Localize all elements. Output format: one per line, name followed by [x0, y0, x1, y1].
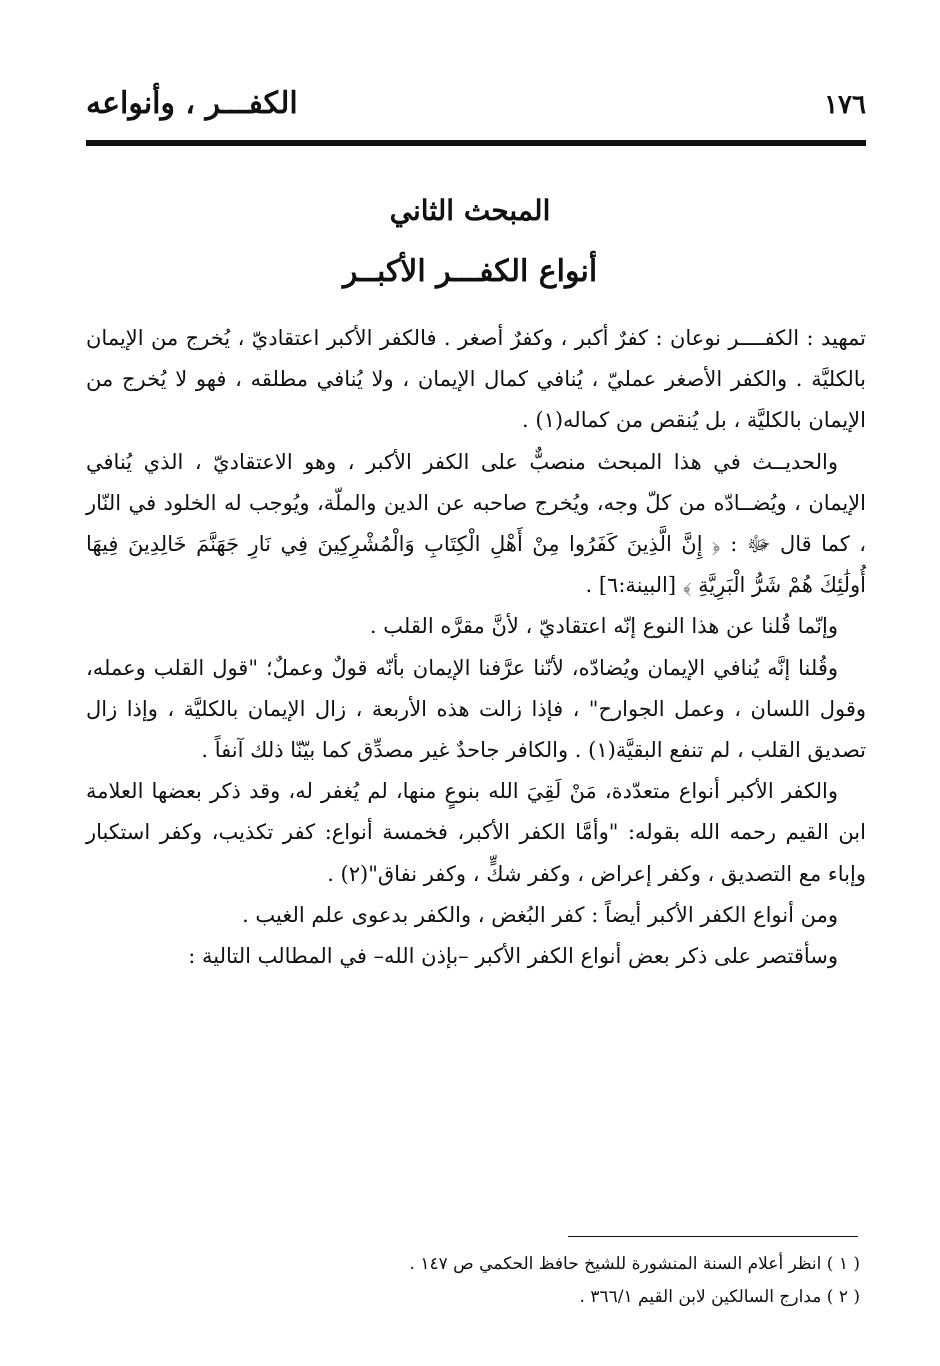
header-rule [86, 140, 866, 146]
paragraph-additional-types: ومن أنواع الكفر الأكبر أيضاً : كفر البُغض ، والكفر بدعوى علم الغيب . [242, 902, 838, 927]
footnote-2: ( ٢ ) مدارج السالكين لابن القيم ٣٦٦/١ . [579, 1287, 860, 1307]
body-text [86, 318, 866, 977]
section-heading: المبحث الثاني [389, 194, 551, 227]
paragraph-outline: وسأقتصر على ذكر بعض أنواع الكفر الأكبر –بإذن الله– في المطالب التالية : [188, 944, 838, 969]
paragraph-types: والكفر الأكبر أنواع متعدّدة، مَنْ لَقِيَ الله بنوعٍ منها، لم يُغفر له، وقد ذكر بعضها العلامة ابن القيم رحمه الله بقوله: "وأمَّا الكفر الأكبر، فخمسة أنواع: كفر تكذيب، وكفر استكبار وإباء مع التصديق ، وكفر إعراض ، وكفر شكٍّ ، وكفر نفاق"(٢) . [86, 779, 866, 886]
running-title: الكفـــر ، وأنواعه [86, 86, 298, 121]
paragraph-belief: وإنّما قُلنا عن هذا النوع إنّه اعتقاديّ ، لأنَّ مقرَّه القلب . [369, 614, 838, 639]
footnote-rule [568, 1236, 858, 1237]
chapter-title: أنواع الكفـــر الأكبــر [342, 254, 598, 289]
footnote-1: ( ١ ) انظر أعلام السنة المنشورة للشيخ حافظ الحكمي ص ١٤٧ . [409, 1254, 860, 1274]
page-number: ١٧٦ [824, 90, 866, 120]
footnotes [200, 1248, 860, 1314]
paragraph-intro: تمهيد : الكفــــر نوعان : كفرٌ أكبر ، وكفرٌ أصغر . فالكفر الأكبر اعتقاديّ ، يُخرج من الإيمان بالكليَّة . والكفر الأصغر عمليّ ، يُنافي كمال الإيمان ، ولا يُنافي مطلقه ، فهو لا يُخرج من الإيمان بالكليَّة ، بل يُنقص من كماله(١) . [86, 326, 866, 433]
paragraph-focus: والحديــث في هذا المبحث منصبٌّ على الكفر الأكبر ، وهو الاعتقاديّ ، الذي يُنافي الإيمان ، ويُضــادّه من كلّ وجه، ويُخرج صاحبه عن الدين والملّة، ويُوجب له الخلود في النّار ، كما قال ﷻ : ﴿ إِنَّ الَّذِينَ كَفَرُوا مِنْ أَهْلِ الْكِتَابِ وَالْمُشْرِكِينَ فِي نَارِ جَهَنَّمَ خَالِدِينَ فِيهَا أُولَٰئِكَ هُمْ شَرُّ الْبَرِيَّةِ ﴾ [البينة:٦] . [86, 449, 866, 598]
paragraph-contradiction: وقُلنا إنَّه يُنافي الإيمان ويُضادّه، لأنّنا عرَّفنا الإيمان بأنّه قولٌ وعملٌ؛ "قول القلب وعمله، وقول اللسان ، وعمل الجوارح" ، فإذا زالت هذه الأربعة ، زال الإيمان بالكليَّة ، وإذا زال تصديق القلب ، لم تنفع البقيَّة(١) . والكافر جاحدٌ غير مصدِّق كما بيّنّا ذلك آنفاً . [86, 655, 866, 763]
page-header [86, 86, 866, 130]
